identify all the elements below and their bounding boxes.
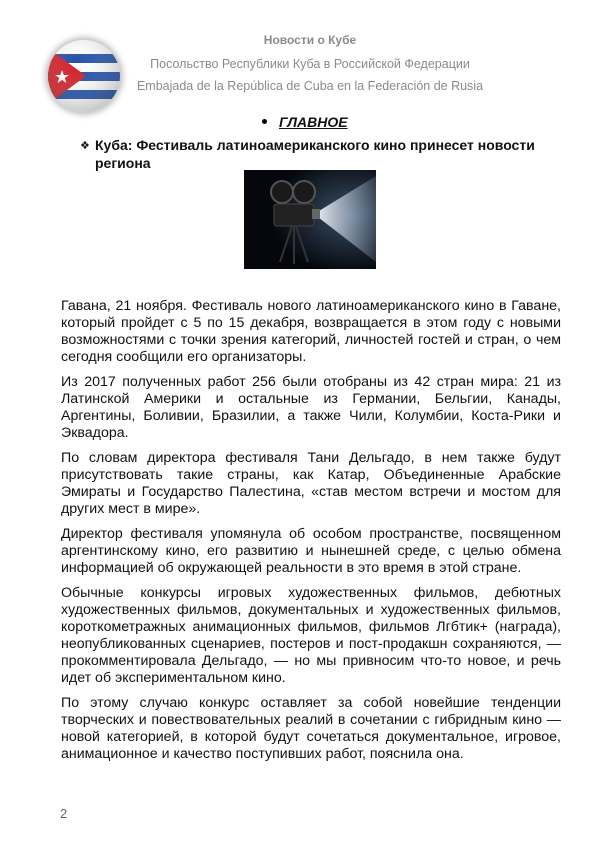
paragraph: Гавана, 21 ноября. Фестиваль нового латиноамериканского кино в Гаване, который пройдет с 5 по 15 декабря, возвращается в этом году с новыми возможностями с точки зрения категорий, личностей гостей и стран, о чем сегодня сообщили его организаторы. (61, 298, 561, 365)
article-body (61, 298, 561, 771)
paragraph: Из 2017 полученных работ 256 были отобраны из 42 стран мира: 21 из Латинской Америки и остальные из Германии, Бельгии, Канады, Аргентины, Боливии, Бразилии, а также Чили, Колумбии, Коста-Рики и Эквадора. (61, 374, 561, 441)
page-number: 2 (60, 806, 68, 821)
header-embassy-ru: Посольство Республики Куба в Российской Федерации (150, 57, 470, 71)
paragraph: Обычные конкурсы игровых художественных фильмов, дебютных художественных фильмов, документальных и художественных фильмов, короткометражных анимационных фильмов, фильмов Лгбтик+ (награда), неопубликованных сценариев, постеров и пост-продакшн сохраняются, — прокомментировала Дельгадо, — но мы привносим что-то новое, и речь идет об экспериментальном кино. (61, 585, 561, 686)
section-heading (262, 114, 348, 130)
film-projector-photo (244, 170, 376, 269)
paragraph: По словам директора фестиваля Тани Дельгадо, в нем также будут присутствовать такие страны, как Катар, Объединенные Арабские Эмираты и Государство Палестина, «став местом встречи и мостом для других мест в мире». (61, 450, 561, 517)
header-embassy-es: Embajada de la República de Cuba en la Federación de Rusia (136, 79, 484, 93)
paragraph: Директор фестиваля упомянула об особом пространстве, посвященном аргентинскому кино, его развитию и нынешней среде, с целью обмена информацией об окружающей реальности в это время в этой стране. (61, 526, 561, 576)
round-bullet-icon (262, 119, 267, 124)
header-title: Новости о Кубе (263, 33, 357, 47)
section-label: ГЛАВНОЕ (279, 114, 348, 130)
cuba-flag-logo (48, 40, 120, 112)
diamond-bullet-icon: ❖ (80, 140, 90, 152)
paragraph: По этому случаю конкурс оставляет за собой новейшие тенденции творческих и повествовательных реалий в сочетании с гибридным кино — новой категорией, в которой будут сочетаться документальное, игровое, анимационное и качество поступивших работ, пояснила она. (61, 695, 561, 762)
article-title: Куба: Фестиваль латиноамериканского кино принесет новости региона (95, 137, 535, 171)
